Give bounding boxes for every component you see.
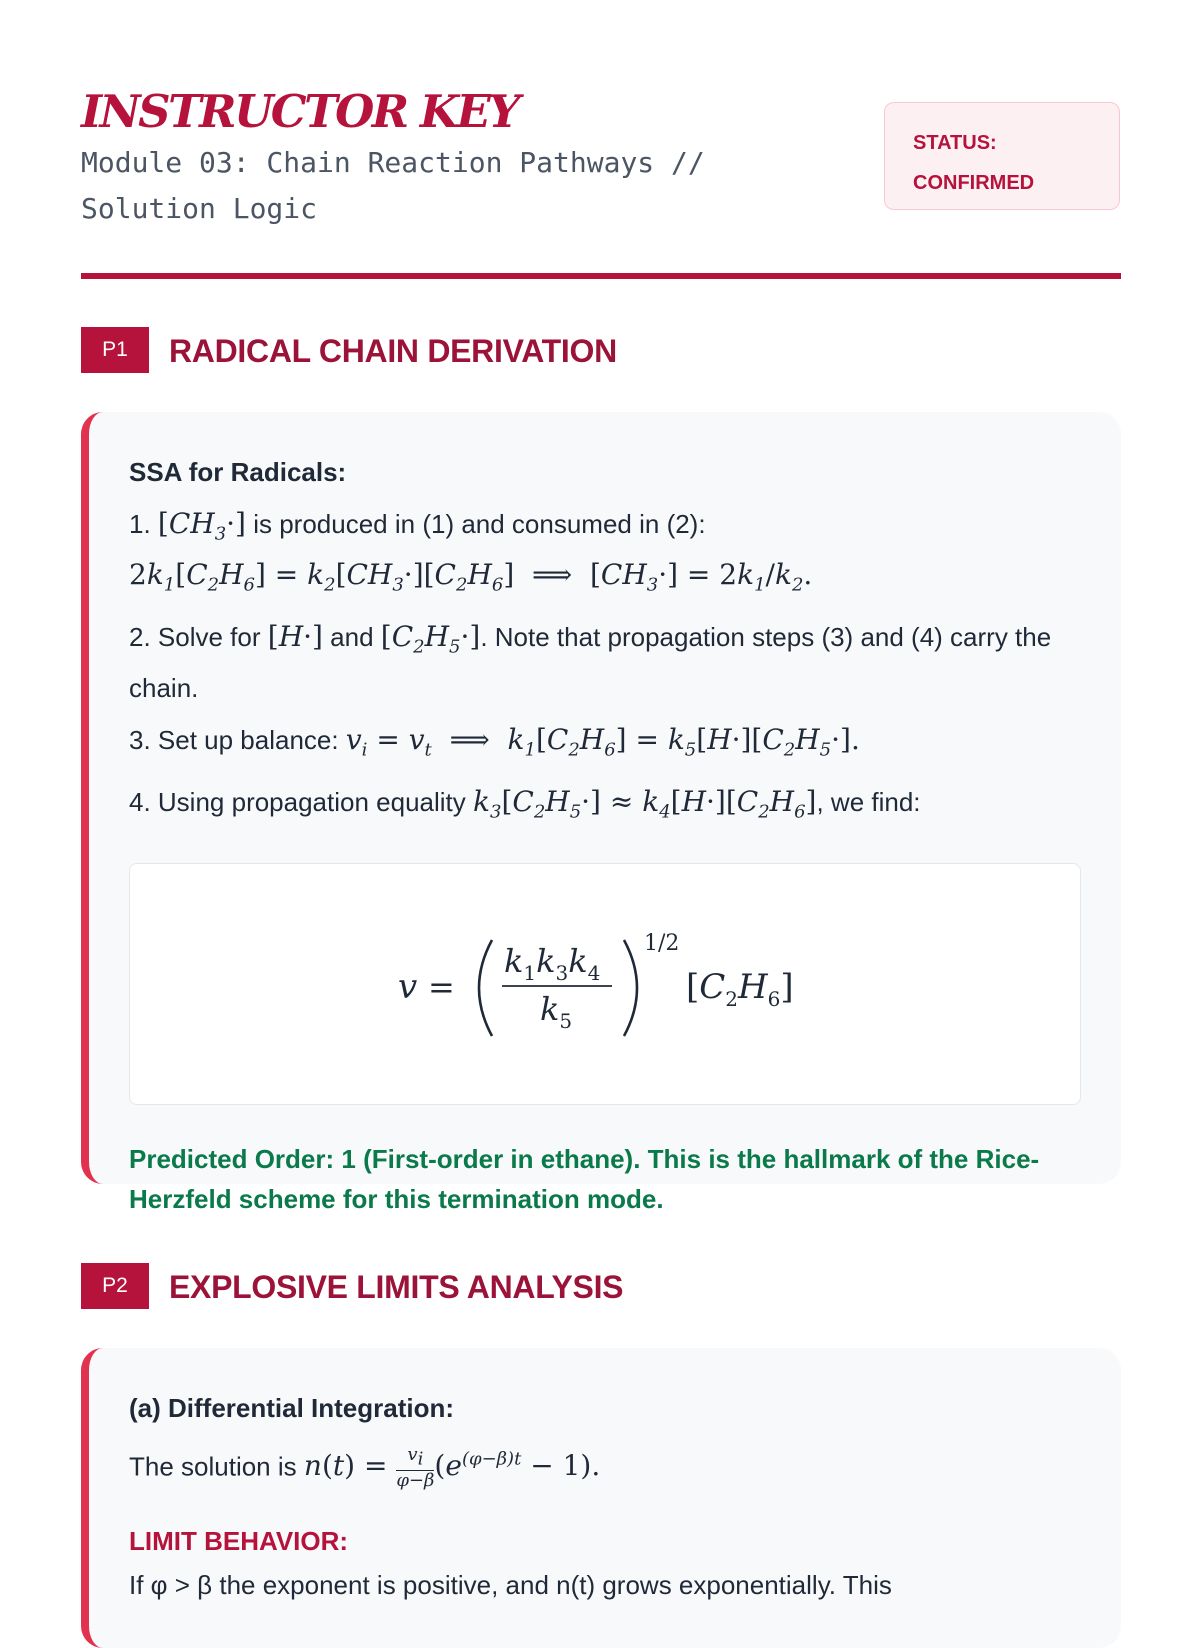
rate-law-equation-box [129,863,1081,1105]
step-2-text-c: . Note that propagation steps (3) and (4) carry the chain. [129,622,1052,703]
section-title-p2: EXPLOSIVE LIMITS ANALYSIS [169,1269,624,1305]
header-divider [81,273,1121,279]
solution-prefix: The solution is [129,1451,297,1482]
rate-law-equation [130,864,1062,1102]
section-tag-p2: P2 [81,1263,149,1309]
step-3-text: 3. Set up balance: [129,724,339,755]
eq-left-paren [479,940,492,1036]
eq-v: v [398,966,418,1007]
step-1-prefix: 1. [129,509,151,539]
math-solution: n(t) = $\frac{v_i}{\varphi-\beta}$ $(e^{(\varphi-\beta)t} - 1)$. [303,1444,601,1491]
step-2-text-a: 2. Solve for [129,622,261,653]
step-4 [129,782,1081,833]
math-c2h5-radical: $[C_2H_5\cdot]$ [380,620,481,658]
section-tag-p1: P1 [81,327,149,373]
solution-line [129,1440,1081,1491]
step-2 [129,617,1081,708]
eq-numerator: $k_1k_3k_4$ [504,941,601,985]
predicted-order: Predicted Order: 1 (First-order in ethane). This is the hallmark of the Rice-Herzfeld scheme for this termination mode. [129,1143,1040,1214]
page-subtitle: Module 03: Chain Reaction Pathways // Solution Logic [81,146,705,225]
page-title: INSTRUCTOR KEY [81,85,518,138]
math-h-radical: [H·] [267,620,323,654]
eq-right-paren [624,940,637,1036]
section-title-p1: RADICAL CHAIN DERIVATION [169,333,617,369]
status-value: CONFIRMED [913,172,1035,194]
card-heading-p1: SSA for Radicals: [129,457,347,487]
solution-card-p2 [81,1348,1121,1648]
math-propagation-equality: $k_3[C_2H_5\cdot] \approx k_4[H\cdot][C_2H_6]$ [473,785,817,823]
status-label: STATUS: [913,132,997,154]
status-badge [884,102,1120,210]
step-3 [129,720,1081,771]
step-1-equation [129,555,1081,606]
section-header-p1 [81,327,1121,375]
step-4-text-a: 4. Using propagation equality [129,787,466,818]
step-1-text: is produced in (1) and consumed in (2): [253,509,706,539]
limit-behavior-label: LIMIT BEHAVIOR: [129,1525,349,1556]
math-solution-fraction: $\frac{v_i}{\varphi-\beta}$ [396,1444,435,1491]
step-4-text-b: , we find: [816,787,921,818]
header [81,0,1121,285]
eq-concentration: $[C_2H_6]$ [686,966,794,1011]
eq-exponent: 1/2 [644,930,680,956]
instructor-key-page [81,0,1121,1600]
step-1 [129,504,1081,555]
card-heading-p2: (a) Differential Integration: [129,1393,455,1423]
step-2-text-b: and [330,622,374,653]
math-ch3-radical: $[CH_3\cdot]$ [157,507,246,545]
eq-equals: = [428,967,455,1006]
eq-denominator: $k_5$ [540,989,573,1033]
limit-behavior-text: If φ > β the exponent is positive, and n(t) grows exponentially. This [129,1569,892,1600]
math-balance: $v_i = v_t$ ⟹ $k_1[C_2H_6] = k_5[H\cdot][C_2H_5\cdot]$. [345,722,860,761]
section-header-p2 [81,1263,1121,1311]
solution-card-p1 [81,412,1121,1214]
math-ch3-steady-state: $2k_1[C_2H_6] = k_2[CH_3\cdot][C_2H_6]$ ⟹ $[CH_3\cdot] = 2k_1/k_2$. [129,557,813,596]
